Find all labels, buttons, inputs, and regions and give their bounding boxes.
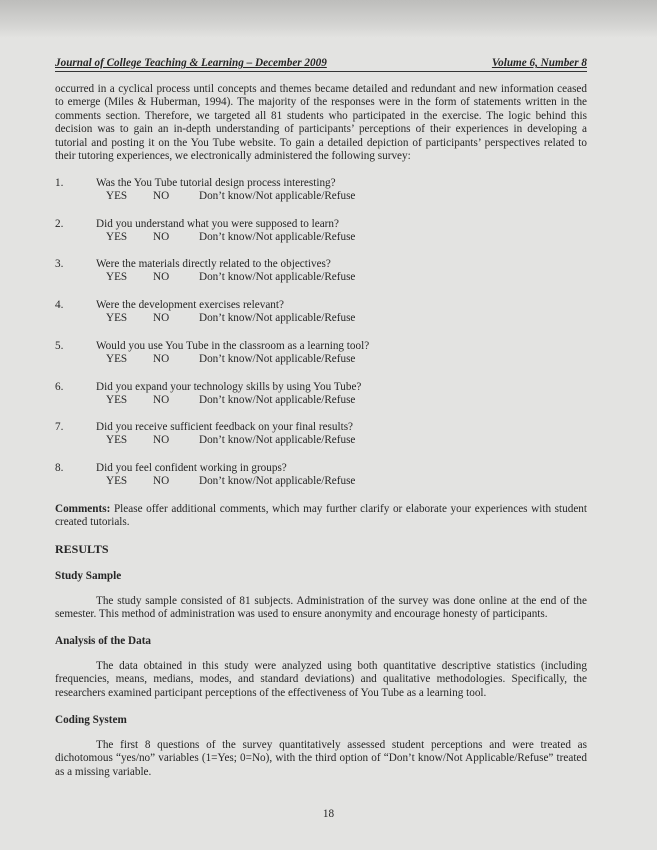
answer-other: Don’t know/Not applicable/Refuse — [199, 353, 356, 365]
answer-no: NO — [153, 475, 170, 487]
answer-yes: YES — [106, 190, 128, 202]
question-text: Did you feel confident working in groups? — [96, 462, 287, 474]
answer-no: NO — [153, 353, 170, 365]
page-number: 18 — [322, 808, 335, 820]
question-number: 6. — [55, 381, 64, 393]
answer-other: Don’t know/Not applicable/Refuse — [199, 434, 356, 446]
question-text: Were the development exercises relevant? — [96, 299, 284, 311]
answer-no: NO — [153, 190, 170, 202]
answer-options — [106, 312, 355, 325]
question-text: Did you expand your technology skills by using You Tube? — [96, 381, 362, 393]
answer-yes: YES — [106, 394, 128, 406]
results-heading: RESULTS — [55, 542, 109, 556]
coding-system-paragraph: The first 8 questions of the survey quantitatively assessed student perceptions and were treated as dichotomous “yes/no” variables (1=Yes; 0=No), with the third option of “Don’t know/Not Applicable/Refuse” treated as a missing variable. — [55, 739, 587, 778]
answer-no: NO — [153, 312, 170, 324]
answer-yes: YES — [106, 271, 128, 283]
question-text: Did you receive sufficient feedback on your final results? — [96, 421, 354, 433]
answer-options — [106, 190, 355, 203]
intro-paragraph: occurred in a cyclical process until concepts and themes became detailed and redundant and new information ceased to emerge (Miles & Huberman, 1994). The majority of the responses were in the form of statements written in the comments section. Therefore, we targeted all 81 students who participated in the exercise. The logic behind this decision was to gain an in-depth understanding of participants’ perceptions of their experiences in developing a tutorial and posting it on the You Tube website. To gain a detailed depiction of participants’ perspectives related to their tutoring experiences, we electronically administered the following survey: — [55, 83, 587, 163]
volume-number: Volume 6, Number 8 — [491, 57, 587, 69]
question-number: 8. — [55, 462, 64, 474]
running-header — [55, 57, 587, 72]
comments-text: Please offer additional comments, which may further clarify or elaborate your experiences with student created tutorials. — [55, 503, 587, 529]
answer-options — [106, 271, 355, 284]
answer-options — [106, 475, 355, 488]
answer-no: NO — [153, 271, 170, 283]
question-number: 5. — [55, 340, 64, 352]
answer-other: Don’t know/Not applicable/Refuse — [199, 394, 356, 406]
analysis-heading: Analysis of the Data — [55, 635, 152, 647]
study-sample-paragraph: The study sample consisted of 81 subjects. Administration of the survey was done online at the end of the semester. This method of administration was used to ensure anonymity and encourage honesty of participants. — [55, 595, 587, 621]
question-text: Was the You Tube tutorial design process interesting? — [96, 177, 336, 189]
question-number: 3. — [55, 258, 64, 270]
question-text: Were the materials directly related to the objectives? — [96, 258, 331, 270]
answer-other: Don’t know/Not applicable/Refuse — [199, 475, 356, 487]
answer-yes: YES — [106, 353, 128, 365]
journal-title: Journal of College Teaching & Learning – December 2009 — [55, 57, 327, 69]
answer-options — [106, 434, 355, 447]
question-number: 1. — [55, 177, 64, 189]
answer-no: NO — [153, 394, 170, 406]
question-text: Would you use You Tube in the classroom as a learning tool? — [96, 340, 370, 352]
answer-other: Don’t know/Not applicable/Refuse — [199, 312, 356, 324]
question-number: 4. — [55, 299, 64, 311]
question-text: Did you understand what you were supposed to learn? — [96, 218, 339, 230]
answer-yes: YES — [106, 312, 128, 324]
comments-paragraph — [55, 503, 587, 530]
comments-label: Comments: — [55, 503, 111, 515]
answer-options — [106, 394, 355, 407]
answer-options — [106, 353, 355, 366]
coding-system-heading: Coding System — [55, 714, 127, 726]
answer-other: Don’t know/Not applicable/Refuse — [199, 271, 356, 283]
answer-other: Don’t know/Not applicable/Refuse — [199, 190, 356, 202]
answer-no: NO — [153, 434, 170, 446]
analysis-paragraph: The data obtained in this study were analyzed using both quantitative descriptive statistics (including frequencies, means, medians, modes, and standard deviations) and qualitative methodologies. Specifically, the researchers examined participant perceptions of the effectiveness of You Tube as a learning tool. — [55, 660, 587, 699]
question-number: 2. — [55, 218, 64, 230]
answer-other: Don’t know/Not applicable/Refuse — [199, 231, 356, 243]
answer-no: NO — [153, 231, 170, 243]
answer-yes: YES — [106, 475, 128, 487]
answer-options — [106, 231, 355, 244]
study-sample-heading: Study Sample — [55, 570, 122, 582]
question-number: 7. — [55, 421, 64, 433]
answer-yes: YES — [106, 231, 128, 243]
scan-edge-shadow — [0, 0, 657, 38]
answer-yes: YES — [106, 434, 128, 446]
